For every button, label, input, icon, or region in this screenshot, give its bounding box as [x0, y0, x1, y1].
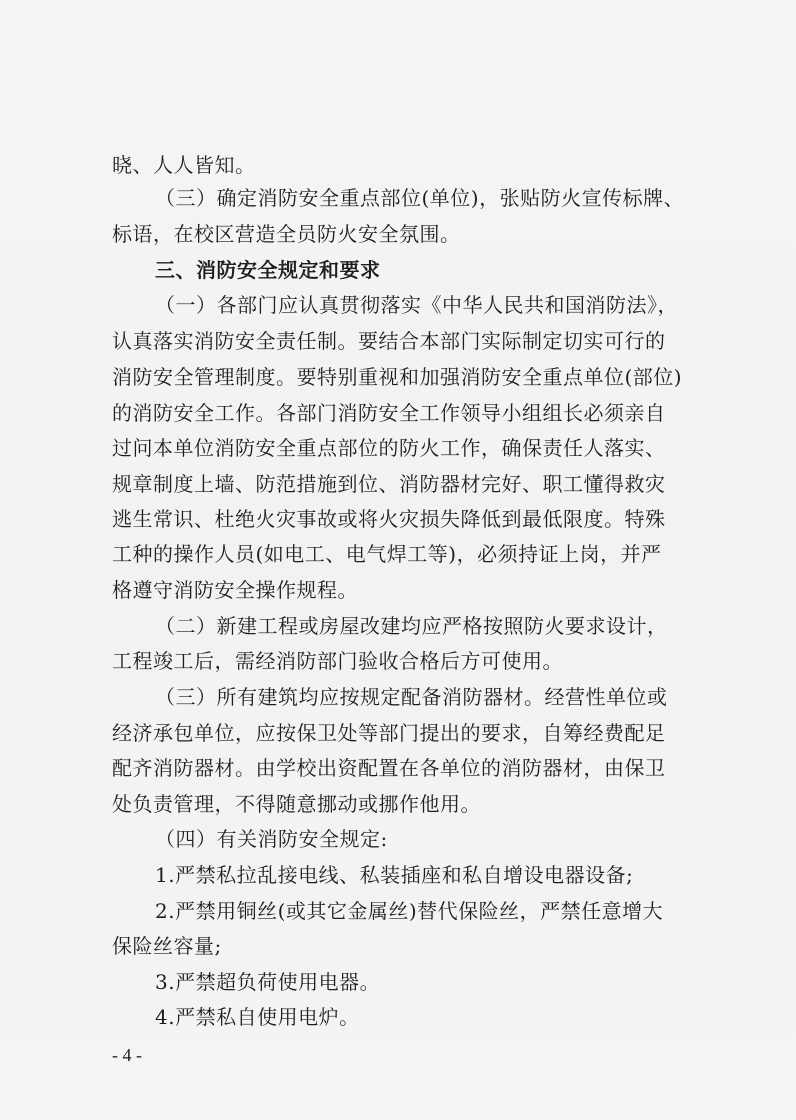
- text-line: （一）各部门应认真贯彻落实《中华人民共和国消防法》，: [155, 293, 678, 317]
- text-line: 处负责管理，不得随意挪动或挪作他用。: [112, 792, 481, 816]
- text-line: （三）所有建筑均应按规定配备消防器材。经营性单位或: [155, 685, 668, 709]
- text-line: 晓、人人皆知。: [112, 153, 256, 177]
- list-item: 1.严禁私拉乱接电线、私装插座和私自增设电器设备;: [155, 863, 634, 887]
- text-line: 工种的操作人员(如电工、电气焊工等)，必须持证上岗，并严: [112, 542, 662, 566]
- text-line: 认真落实消防安全责任制。要结合本部门实际制定切实可行的: [112, 329, 666, 353]
- text-line: 消防安全管理制度。要特别重视和加强消防安全重点单位(部位): [112, 365, 683, 389]
- text-line: （三）确定消防安全重点部位(单位)，张贴防火宣传标牌、: [155, 186, 685, 210]
- text-line: （二）新建工程或房屋改建均应严格按照防火要求设计，: [155, 614, 668, 638]
- page-number: - 4 -: [112, 1045, 142, 1065]
- text-line: 格遵守消防安全操作规程。: [112, 578, 358, 602]
- section-heading: 三、消防安全规定和要求: [155, 258, 381, 282]
- text-line: 标语，在校区营造全员防火安全氛围。: [112, 222, 461, 246]
- list-item: 3.严禁超负荷使用电器。: [155, 970, 381, 994]
- text-line: 经济承包单位，应按保卫处等部门提出的要求，自筹经费配足: [112, 721, 666, 745]
- text-line: 工程竣工后，需经消防部门验收合格后方可使用。: [112, 649, 563, 673]
- text-line: （四）有关消防安全规定:: [155, 827, 388, 851]
- text-line: 的消防安全工作。各部门消防安全工作领导小组组长必须亲自: [112, 401, 666, 425]
- list-item: 4.严禁私自使用电炉。: [155, 1005, 360, 1029]
- text-line: 规章制度上墙、防范措施到位、消防器材完好、职工懂得救灾: [112, 472, 666, 496]
- text-line: 配齐消防器材。由学校出资配置在各单位的消防器材，由保卫: [112, 756, 666, 780]
- text-line: 逃生常识、杜绝火灾事故或将火灾损失降低到最低限度。特殊: [112, 507, 666, 531]
- text-line: 过问本单位消防安全重点部位的防火工作，确保责任人落实、: [112, 436, 666, 460]
- text-line: 保险丝容量;: [112, 934, 222, 958]
- list-item: 2.严禁用铜丝(或其它金属丝)替代保险丝，严禁任意增大: [155, 899, 664, 923]
